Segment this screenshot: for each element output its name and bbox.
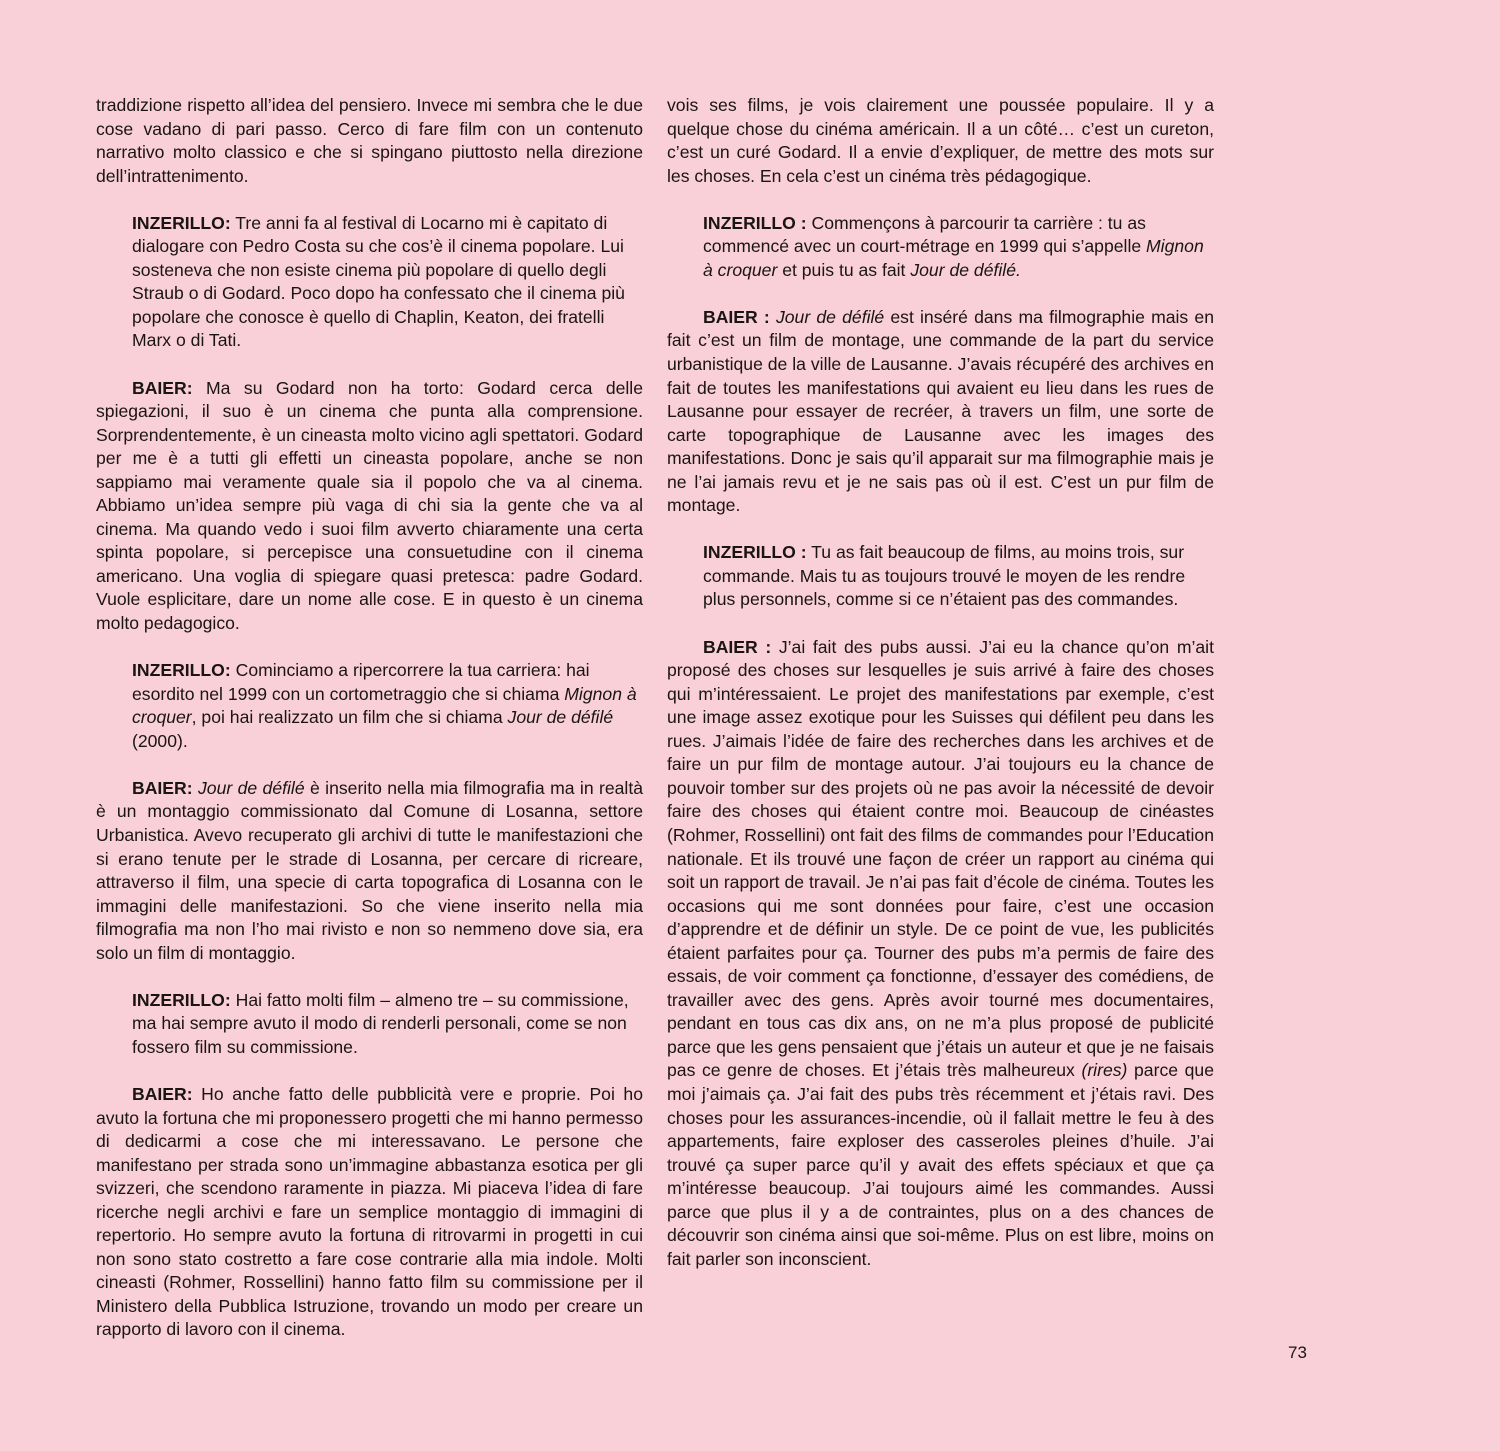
answer-text: parce que moi j’aimais ça. J’ai fait des pubs très récemment et j’étais ravi. Des choses pour les assurances-incendie, où il fallait mettre le feu à des appartements, faire exploser des casseroles pleines d’huile. J’ai trouvé ça super parce qu’il y avait des effets spéciaux et que ça m’intéresse beaucoup. J’ai toujours aimé les commandes. Aussi parce que plus il y a de contraintes, plus on a des chances de découvrir son cinéma ainsi que soi-même. Plus on est libre, moins on fait parler son inconscient.	[667, 1060, 1214, 1269]
film-title: Mignon à croquer	[132, 683, 637, 728]
film-title: Jour de défilé	[507, 707, 614, 728]
speaker-label: INZERILLO:	[132, 660, 231, 681]
answer-text: J’ai fait des pubs aussi. J’ai eu la chance qu’on m’ait proposé des choses sur lesquelles je suis arrivé à faire des choses qui m’intéressaient. Le projet des manifestations par exemple, c’est une image assez exotique pour les Suisses qui défilent peu dans les rues. J’aimais l’idée de faire des recherches dans les archives et de faire un pur film de montage autour. J’ai toujours eu la chance de pouvoir tomber sur des projets où ne pas avoir la nécessité de devoir faire des choses qui étaient contre moi. Beaucoup de cinéastes (Rohmer, Rossellini) ont fait des films de commandes pour l’Education nationale. Et ils trouvé une façon de créer un rapport au cinéma qui soit un rapport de travail. Je n’ai pas fait d’école de cinéma. Toutes les occasions qui me sont données pour faire, c’est une occasion d’apprendre et de définir un style. De ce point de vue, les publicités étaient parfaites pour ça. Tourner des pubs m’a permis de faire des essais, de voir comment ça fonctionne, d’essayer des comédiens, de travailler avec des gens. Après avoir tourné mes documentaires, pendant en tous cas dix ans, on ne m’a plus proposé de publicité parce que les gens pensaient que j’étais un auteur et que je ne faisais pas ce genre de choses. Et j’étais très malheureux	[667, 636, 1214, 1081]
question-text: (2000).	[132, 730, 188, 751]
answer-text: è inserito nella mia filmografia ma in realtà è un montaggio commissionato dal Comune di Losanna, settore Urbanistica. Avevo recuperato gli archivi di tutte le manifestazioni che si erano tenute per le strade di Losanna, per cercare di ricreare, attraverso il film, una specie di carta topografica di Losanna con le immagini delle manifestazioni. So che viene inserito nella mia filmografia ma non l’ho mai rivisto e non so nemmeno dove sia, era solo un film di montaggio.	[96, 777, 643, 963]
answer-text: est inséré dans ma filmographie mais en fait c’est un film de montage, une commande de la part du service urbanistique de la ville de Lausanne. J’avais récupéré des archives en fait de toutes les manifestations qui avaient eu lieu dans les rues de Lausanne pour essayer de recréer, à travers un film, une sorte de carte topographique de Lausanne avec les images des manifestations. Donc je sais qu’il apparait sur ma filmographie mais je ne l’ai jamais revu et je ne sais pas où il est. C’est un pur film de montage.	[667, 306, 1214, 516]
question-text: Hai fatto molti film – almeno tre – su commissione, ma hai sempre avuto il modo di renderli personali, come se non fossero film su commissione.	[132, 989, 629, 1057]
aside-text: (rires)	[1081, 1060, 1128, 1081]
film-title: Jour de défilé	[775, 306, 885, 327]
french-column	[667, 94, 1214, 1295]
paragraph-continued: traddizione rispetto all’idea del pensiero. Invece mi sembra che le due cose vadano di pari passo. Cerco di fare film con un contenuto narrativo molto classico e che si spingano piuttosto nella direzione dell’intrattenimento.	[96, 95, 643, 186]
answer-text: Ma su Godard non ha torto: Godard cerca delle spiegazioni, il suo è un cinema che punta alla comprensione. Sorprendentemente, è un cineasta molto vicino agli spettatori. Godard per me è a tutti gli effetti un cineasta popolare, anche se non sappiamo mai veramente quale sia il popolo che va al cinema. Abbiamo un’idea sempre più vaga di chi sia la gente che va al cinema. Ma quando vedo i suoi film avverto chiaramente una certa spinta popolare, si percepisce una consuetudine con il cinema americano. Una voglia di spiegare quasi pretesca: padre Godard. Vuole esplicitare, dare un nome alle cose. E in questo è un cinema molto pedagogico.	[96, 377, 643, 634]
interviewer-question	[132, 659, 643, 753]
interviewer-question	[703, 541, 1214, 612]
speaker-label: BAIER:	[132, 777, 193, 798]
interviewer-question	[132, 989, 643, 1060]
speaker-label: BAIER :	[703, 636, 772, 657]
page-number: 73	[1288, 1343, 1307, 1362]
speaker-label: BAIER:	[132, 377, 193, 398]
interviewee-answer	[667, 636, 1214, 1272]
speaker-label: INZERILLO :	[703, 542, 807, 563]
question-text: Tu as fait beaucoup de films, au moins trois, sur commande. Mais tu as toujours trouvé le moyen de les rendre plus personnels, comme si ce n’étaient pas des commandes.	[703, 542, 1186, 610]
question-text: , poi hai realizzato un film che si chiama	[191, 707, 508, 728]
question-text: et puis tu as fait	[777, 259, 911, 280]
speaker-label: INZERILLO:	[132, 212, 231, 233]
interviewer-question	[703, 212, 1214, 283]
film-title: Jour de défilé	[198, 777, 305, 798]
film-title: Mignon à croquer	[703, 236, 1204, 280]
paragraph-continued: vois ses films, je vois clairement une poussée populaire. Il y a quelque chose du cinéma américain. Il a un côté… c’est un cureton, c’est un curé Godard. Il a envie d’expliquer, de mettre des mots sur les choses. En cela c’est un cinéma très pédagogique.	[667, 95, 1214, 186]
answer-text: Ho anche fatto delle pubblicità vere e proprie. Poi ho avuto la fortuna che mi proponessero progetti che mi hanno permesso di dedicarmi a cose che mi interessavano. Le persone che manifestano per strada sono un’immagine abbastanza esotica per gli svizzeri, che scendono raramente in piazza. Mi piaceva l’idea di fare ricerche negli archivi e fare un semplice montaggio di immagini di repertorio. Ho sempre avuto la fortuna di ritrovarmi in progetti in cui non sono stato costretto a fare cose contrarie alla mia indole. Molti cineasti (Rohmer, Rossellini) hanno fatto film su commissione per il Ministero della Pubblica Istruzione, trovando un modo per creare un rapporto di lavoro con il cinema.	[96, 1083, 643, 1340]
speaker-label: INZERILLO:	[132, 989, 231, 1010]
interviewee-answer	[96, 777, 643, 965]
interviewee-answer	[667, 306, 1214, 518]
question-text: Tre anni fa al festival di Locarno mi è capitato di dialogare con Pedro Costa su che cos’è il cinema popolare. Lui sosteneva che non esiste cinema più popolare di quello degli Straub o di Godard. Poco dopo ha confessato che il cinema più popolare che conosce è quello di Chaplin, Keaton, dei fratelli Marx o di Tati.	[132, 212, 625, 351]
film-title: Jour de défilé.	[910, 259, 1021, 280]
interviewer-question	[132, 212, 643, 353]
speaker-label: BAIER :	[703, 306, 770, 327]
speaker-label: BAIER:	[132, 1083, 193, 1104]
speaker-label: INZERILLO :	[703, 212, 807, 233]
italian-column	[96, 94, 643, 1366]
question-text: Cominciamo a ripercorrere la tua carriera: hai esordito nel 1999 con un cortometraggio che si chiama	[132, 660, 590, 704]
interviewee-answer	[96, 377, 643, 636]
question-text: Commençons à parcourir ta carrière : tu as commencé avec un court-métrage en 1999 qui s’appelle	[703, 212, 1147, 257]
interviewee-answer	[96, 1083, 643, 1342]
